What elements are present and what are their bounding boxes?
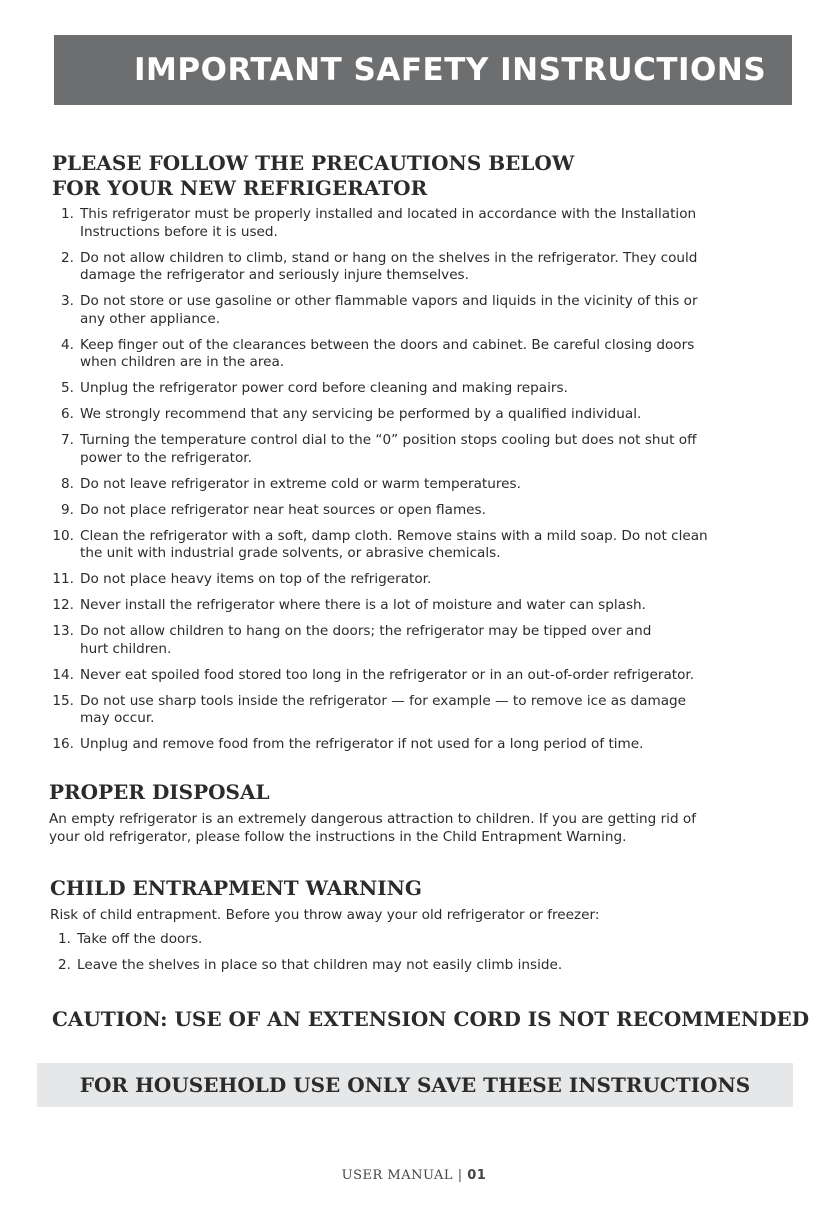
disposal-text-line2: your old refrigerator, please follow the instructions in the Child Entrapment Warning. [49, 829, 627, 845]
list-item-text: Instructions before it is used. [80, 223, 278, 240]
page-title: IMPORTANT SAFETY INSTRUCTIONS [134, 52, 767, 88]
list-item-text: damage the refrigerator and seriously injure themselves. [80, 267, 469, 283]
disposal-heading: PROPER DISPOSAL [49, 780, 270, 804]
list-item-text: We strongly recommend that any servicing be performed by a qualified individual. [80, 406, 642, 422]
precautions-heading-line1: PLEASE FOLLOW THE PRECAUTIONS BELOW [52, 151, 575, 175]
list-item-text: Do not place heavy items on top of the refrigerator. [80, 571, 432, 587]
list-item-text: Take off the doors. [77, 931, 203, 947]
list-item-text: Unplug the refrigerator power cord before cleaning and making repairs. [80, 380, 568, 396]
household-bar [37, 1063, 793, 1107]
list-item-number: 12. [52, 597, 74, 613]
page-number: 01 [467, 1168, 487, 1183]
list-item-number: 5. [61, 380, 74, 396]
precautions-heading-line2: FOR YOUR NEW REFRIGERATOR [52, 176, 428, 200]
list-item-text: Never install the refrigerator where there is a lot of moisture and water can splash. [80, 597, 646, 613]
list-item-number: 11. [52, 571, 74, 587]
list-item-number: 1. [58, 931, 71, 947]
list-item-number: 9. [61, 501, 74, 518]
entrapment-list [50, 931, 790, 983]
household-notice: FOR HOUSEHOLD USE ONLY SAVE THESE INSTRUCTIONS [79, 1073, 751, 1097]
list-item-number: 2. [58, 957, 71, 973]
list-item-text: Unplug and remove food from the refrigerator if not used for a long period of time. [80, 736, 644, 752]
list-item-text: Never eat spoiled food stored too long in the refrigerator or in an out-of-order refrigerator. [80, 666, 695, 683]
disposal-text-line1: An empty refrigerator is an extremely dangerous attraction to children. If you are getting rid of [49, 811, 697, 827]
list-item-text: Leave the shelves in place so that children may not easily climb inside. [77, 957, 563, 973]
list-item [52, 432, 792, 476]
entrapment-intro: Risk of child entrapment. Before you throw away your old refrigerator or freezer: [50, 907, 600, 923]
list-item-number: 16. [52, 736, 74, 752]
list-item-number: 15. [52, 692, 74, 709]
list-item-text: any other appliance. [80, 310, 221, 327]
list-item-text: hurt children. [80, 640, 172, 657]
list-item [52, 250, 792, 294]
list-item-text: Do not allow children to hang on the doors; the refrigerator may be tipped over and [80, 623, 652, 639]
list-item-number: 3. [61, 293, 74, 309]
footer-label: USER MANUAL [341, 1168, 454, 1183]
page-footer [0, 1168, 828, 1183]
list-item-number: 6. [61, 406, 74, 422]
list-item-text: Do not store or use gasoline or other flammable vapors and liquids in the vicinity of this or [80, 293, 698, 309]
list-item-text: when children are in the area. [80, 354, 285, 370]
list-item [52, 502, 792, 528]
list-item [52, 736, 792, 762]
list-item-number: 7. [61, 432, 74, 448]
list-item-number: 2. [61, 249, 74, 266]
caution-notice: CAUTION: USE OF AN EXTENSION CORD IS NOT RECOMMENDED [52, 1007, 810, 1031]
list-item-number: 4. [61, 336, 74, 353]
list-item-text: Do not allow children to climb, stand or hang on the shelves in the refrigerator. They could [80, 249, 698, 266]
list-item-text: Do not use sharp tools inside the refrigerator — for example — to remove ice as damage [80, 692, 687, 709]
list-item [50, 957, 790, 983]
list-item [52, 337, 792, 381]
list-item-text: This refrigerator must be properly installed and located in accordance with the Installation [80, 206, 697, 222]
list-item [52, 528, 792, 572]
list-item [52, 293, 792, 337]
list-item [52, 476, 792, 502]
list-item [52, 571, 792, 597]
list-item [52, 406, 792, 432]
title-banner [54, 35, 792, 105]
list-item-text: Keep finger out of the clearances between the doors and cabinet. Be careful closing doors [80, 336, 695, 353]
list-item-text: Turning the temperature control dial to the “0” position stops cooling but does not shut off [80, 432, 697, 448]
list-item-number: 1. [61, 206, 74, 222]
list-item [52, 693, 792, 737]
footer-separator: | [457, 1168, 463, 1183]
list-item-number: 14. [52, 666, 74, 683]
list-item [50, 931, 790, 957]
entrapment-heading: CHILD ENTRAPMENT WARNING [50, 876, 422, 900]
list-item [52, 667, 792, 693]
list-item-number: 10. [52, 527, 74, 544]
list-item-text: the unit with industrial grade solvents, or abrasive chemicals. [80, 545, 501, 561]
list-item-number: 13. [52, 623, 74, 639]
list-item-text: Do not place refrigerator near heat sources or open flames. [80, 501, 486, 518]
list-item-text: Do not leave refrigerator in extreme cold or warm temperatures. [80, 475, 521, 492]
list-item-text: power to the refrigerator. [80, 449, 252, 466]
list-item-text: may occur. [80, 710, 155, 726]
list-item [52, 623, 792, 667]
list-item-number: 8. [61, 475, 74, 492]
precautions-list [52, 206, 792, 762]
list-item-text: Clean the refrigerator with a soft, damp cloth. Remove stains with a mild soap. Do not clean [80, 527, 708, 544]
list-item [52, 380, 792, 406]
list-item [52, 206, 792, 250]
list-item [52, 597, 792, 623]
